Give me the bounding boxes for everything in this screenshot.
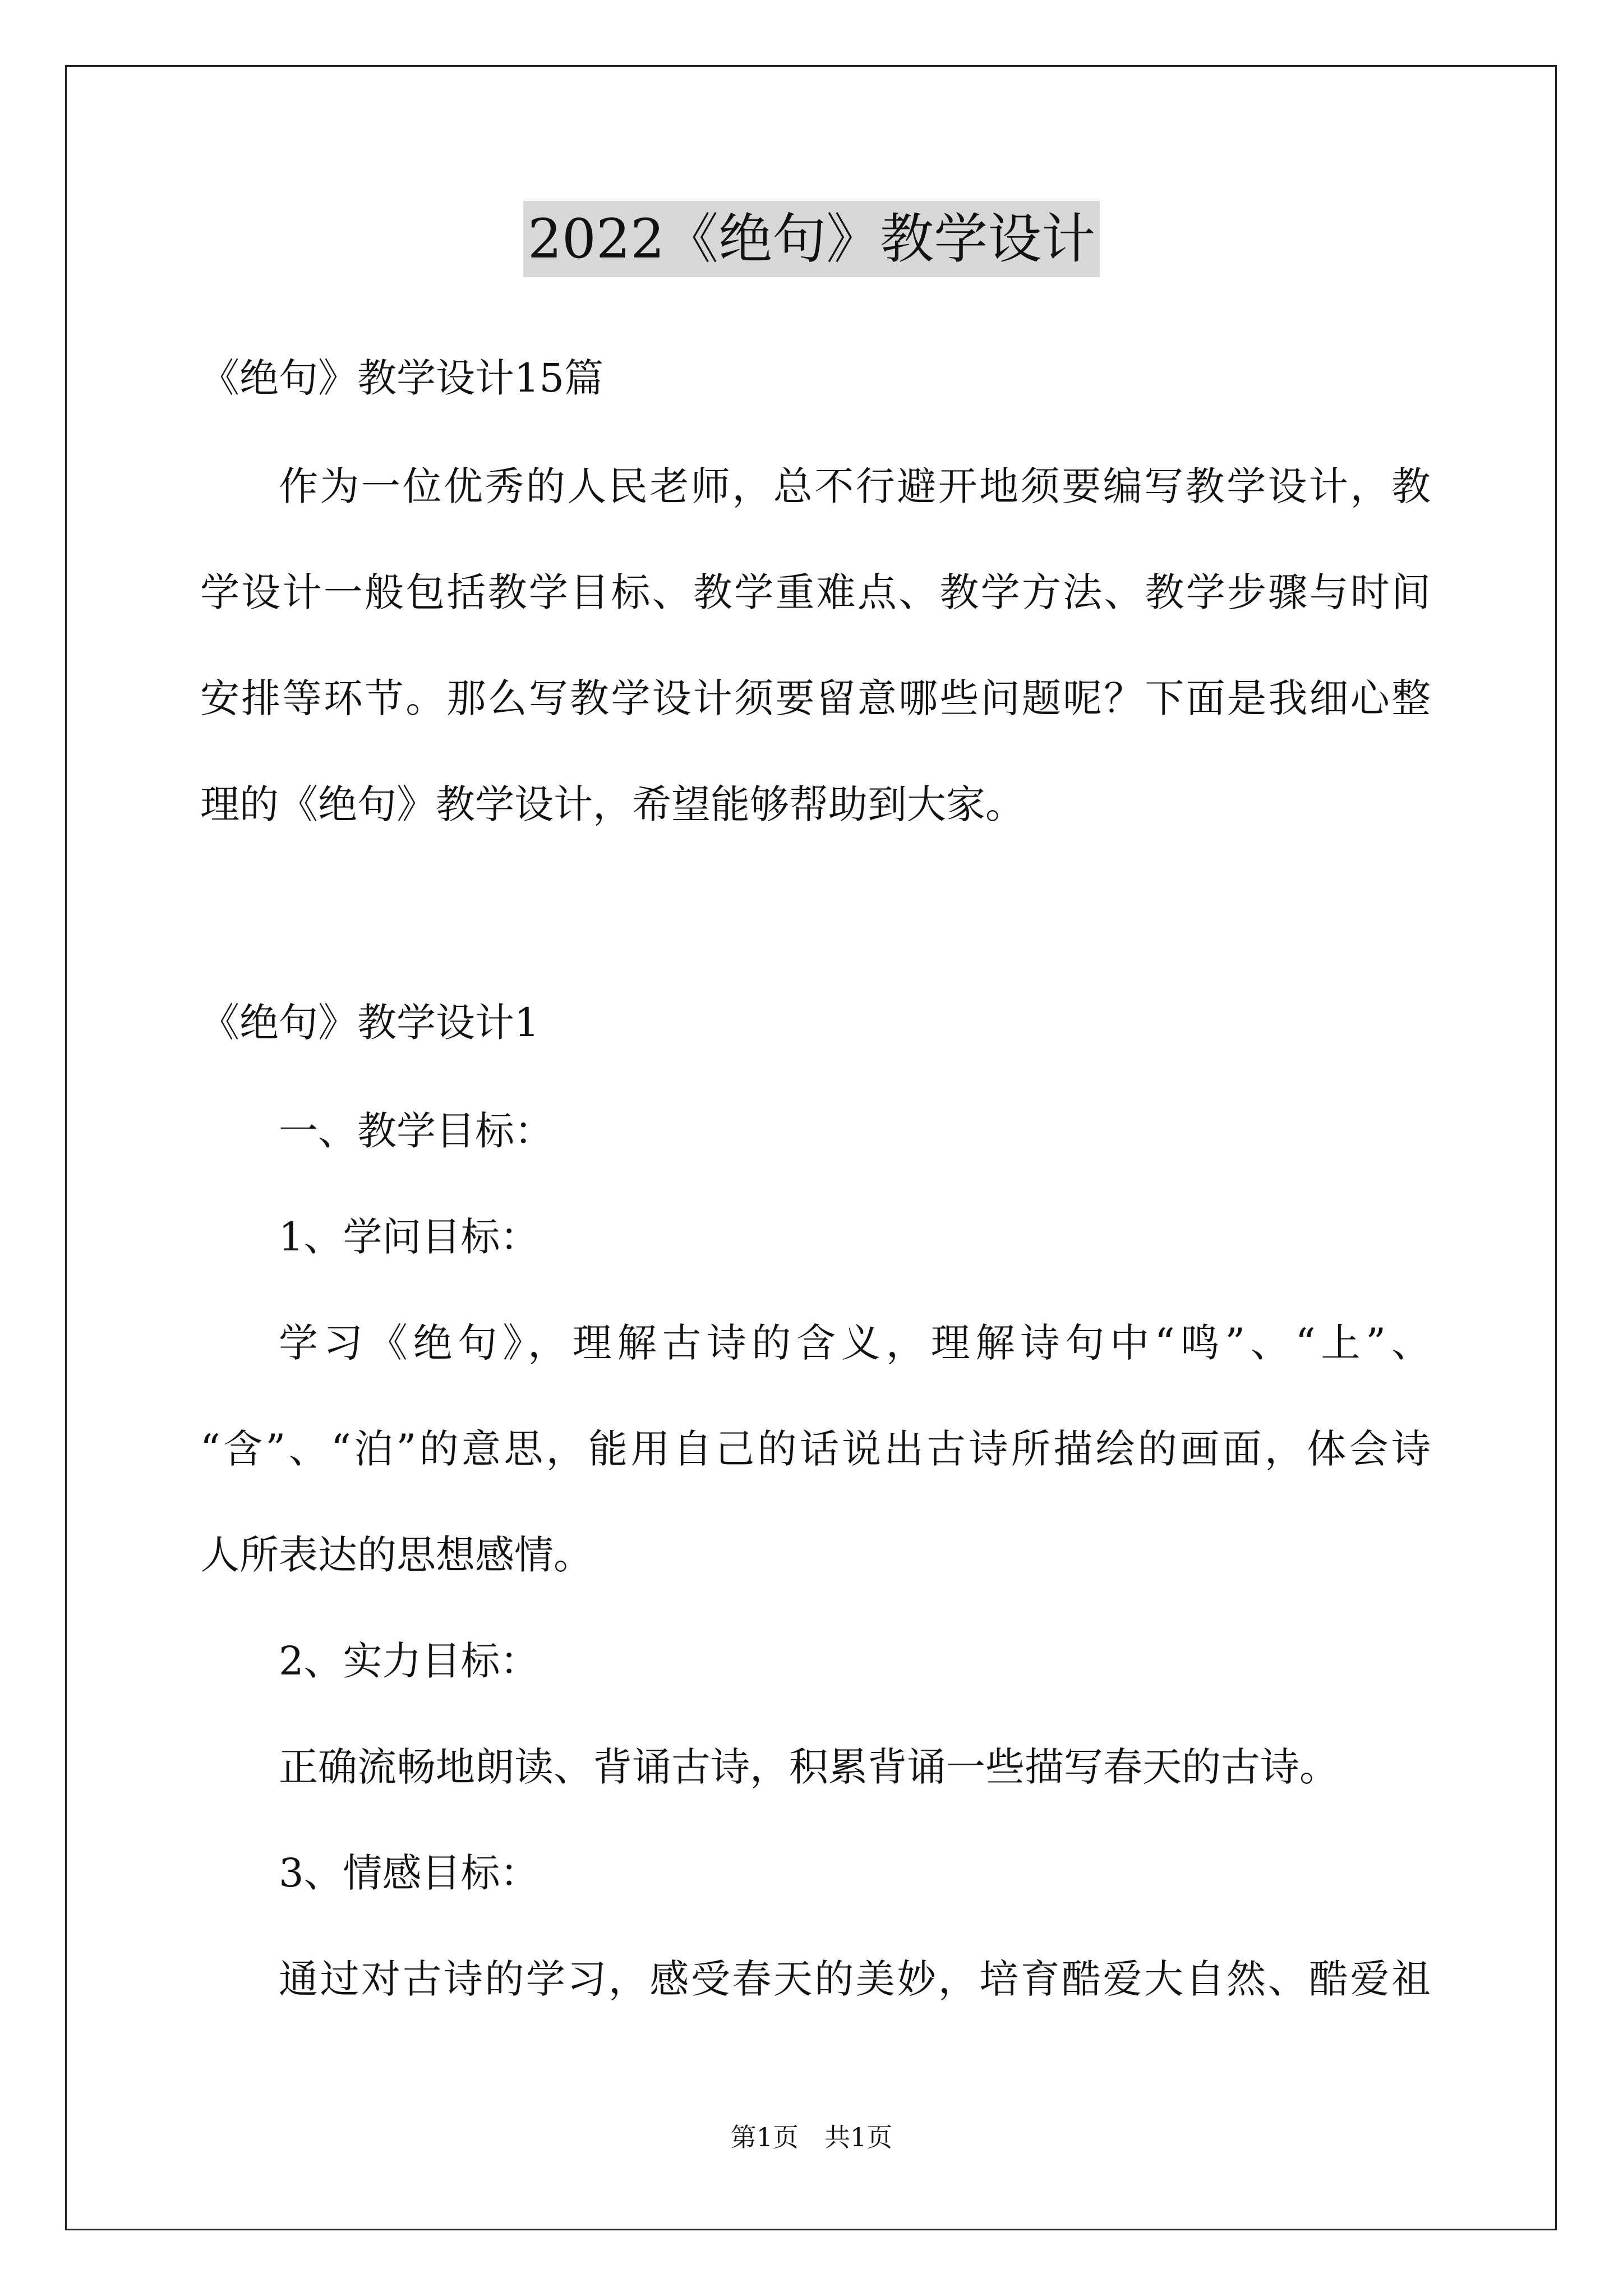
title-container	[0, 201, 1623, 277]
page-footer: 第1页 共1页	[730, 2122, 893, 2152]
intro-line-1: 作为一位优秀的人民老师，总不行避开地须要编写教学设计，教	[279, 463, 1431, 509]
ability-line: 正确流畅地朗读、背诵古诗，积累背诵一些描写春天的古诗。	[279, 1744, 1339, 1790]
intro-line-3: 安排等环节。那么写教学设计须要留意哪些问题呢？下面是我细心整	[200, 675, 1431, 721]
intro-line-4: 理的《绝句》教学设计，希望能够帮助到大家。	[200, 781, 1025, 827]
knowledge-heading: 1、学问目标：	[279, 1214, 540, 1260]
document-subtitle: 《绝句》教学设计15篇	[200, 355, 604, 401]
goals-heading: 一、教学目标：	[279, 1108, 554, 1154]
knowledge-line-2: “含”、“泊”的意思，能用自己的话说出古诗所描绘的画面，体会诗	[200, 1426, 1431, 1472]
document-title: 2022《绝句》教学设计	[523, 201, 1100, 277]
knowledge-line-1: 学习《绝句》，理解古诗的含义，理解诗句中“鸣”、“上”、	[279, 1320, 1431, 1366]
emotion-line: 通过对古诗的学习，感受春天的美妙，培育酷爱大自然、酷爱祖	[279, 1956, 1431, 2002]
emotion-heading: 3、情感目标：	[279, 1850, 540, 1896]
intro-line-2: 学设计一般包括教学目标、教学重难点、教学方法、教学步骤与时间	[200, 569, 1431, 615]
knowledge-line-3: 人所表达的思想感情。	[200, 1532, 593, 1578]
section-heading: 《绝句》教学设计1	[200, 1000, 540, 1046]
ability-heading: 2、实力目标：	[279, 1638, 540, 1684]
